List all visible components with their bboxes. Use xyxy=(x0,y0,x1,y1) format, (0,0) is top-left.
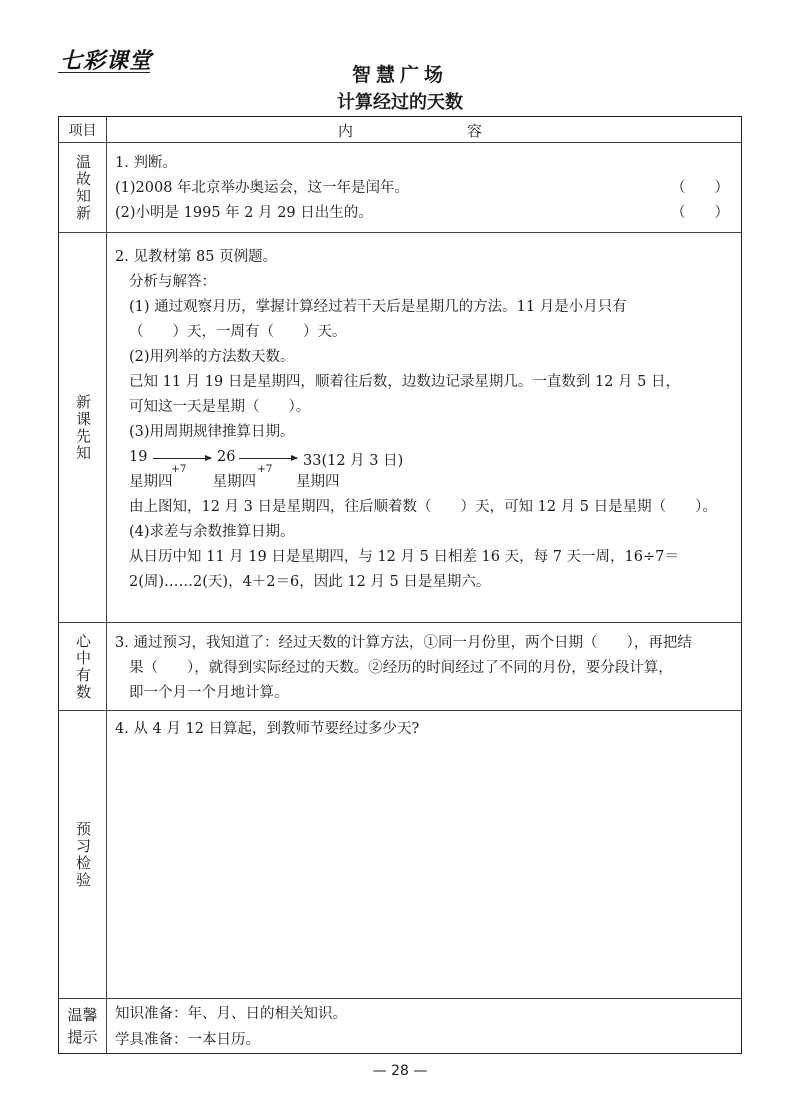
lesson-line: (3)用周期规律推算日期。 xyxy=(129,424,295,440)
publisher-logo: 七彩课堂 xyxy=(60,49,153,74)
header-content-label: 内 容 xyxy=(337,122,510,140)
summary-line: 果（ ），就得到实际经过的天数。②经历的时间经过了不同的月份，要分段计算， xyxy=(129,660,673,676)
summary-content xyxy=(107,623,741,710)
answer-blank[interactable]: （ ） xyxy=(671,180,729,196)
lesson-line: (1) 通过观察月历，掌握计算经过若干天后是星期几的方法。11 月是小月只有 xyxy=(129,299,627,315)
check-row xyxy=(59,711,741,999)
lesson-line: 已知 11 月 19 日是星期四，顺着往后数，边数边记录星期几。一直数到 12 月 5 日， xyxy=(129,374,680,390)
lesson-line: （ ）天，一周有（ ）天。 xyxy=(129,324,347,340)
new-lesson-label: 新课先知 xyxy=(74,393,92,462)
review-line: 1. 判断。 xyxy=(115,155,177,171)
new-lesson-content xyxy=(107,233,741,622)
tips-label-cell xyxy=(59,999,107,1053)
tips-label: 温馨 xyxy=(67,1006,98,1024)
worksheet-table xyxy=(58,116,742,1054)
arrow-step-label: +7 xyxy=(257,463,273,475)
arrow-icon xyxy=(239,458,297,475)
weekday-row xyxy=(115,470,733,495)
summary-line: 即一个月一个月地计算。 xyxy=(129,685,289,701)
review-label-cell xyxy=(59,143,107,232)
diagram-number: 19 xyxy=(129,449,148,465)
summary-label: 心中有数 xyxy=(74,632,92,701)
summary-label-cell xyxy=(59,623,107,710)
tip-line: 知识准备：年、月、日的相关知识。 xyxy=(115,1006,347,1022)
summary-line: 3. 通过预习，我知道了：经过天数的计算方法，①同一月份里，两个日期（ ），再把结 xyxy=(115,635,692,651)
new-lesson-label-cell xyxy=(59,233,107,622)
review-line xyxy=(115,176,733,201)
tip-line: 学具准备：一本日历。 xyxy=(115,1032,260,1048)
answer-blank[interactable]: （ ） xyxy=(671,205,729,221)
check-label: 预习检验 xyxy=(74,820,92,889)
tips-row xyxy=(59,999,741,1053)
lesson-line: 分析与解答： xyxy=(129,274,216,290)
lesson-line: 可知这一天是星期（ ）。 xyxy=(129,399,311,415)
summary-row xyxy=(59,623,741,711)
new-lesson-row xyxy=(59,233,741,623)
header-item-cell xyxy=(59,117,107,142)
weekday-label: 星期四 xyxy=(296,474,340,490)
diagram-number: 26 xyxy=(217,449,236,465)
series-title: 智慧广场 xyxy=(351,64,448,86)
check-label-cell xyxy=(59,711,107,998)
review-statement: (1)2008 年北京举办奥运会，这一年是闰年。 xyxy=(115,180,410,196)
weekday-label: 星期四 xyxy=(212,474,256,490)
review-statement: (2)小明是 1995 年 2 月 29 日出生的。 xyxy=(115,205,373,221)
check-content[interactable] xyxy=(107,711,741,998)
lesson-line: (2)用列举的方法数天数。 xyxy=(129,349,295,365)
diagram-number: 33(12 月 3 日) xyxy=(303,453,404,469)
tips-label: 提示 xyxy=(67,1028,98,1046)
lesson-line: 2(周)……2(天)，4＋2＝6，因此 12 月 5 日是星期六。 xyxy=(129,574,491,590)
lesson-line: 由上图知，12 月 3 日是星期四，往后顺着数（ ）天，可知 12 月 5 日是星期（ ）。 xyxy=(129,499,717,515)
header-item-label: 项目 xyxy=(68,122,97,139)
table-header-row xyxy=(59,117,741,143)
review-label: 温故知新 xyxy=(74,153,92,222)
page-title: 计算经过的天数 xyxy=(337,92,463,113)
arrow-step-label: +7 xyxy=(171,463,187,475)
arrow-icon xyxy=(153,458,211,475)
period-diagram xyxy=(115,445,733,475)
weekday-label: 星期四 xyxy=(129,474,173,490)
page-number: — 28 — xyxy=(372,1063,428,1079)
lesson-line: 2. 见教材第 85 页例题。 xyxy=(115,249,278,265)
tips-content xyxy=(107,999,741,1053)
review-line xyxy=(115,201,733,226)
review-content xyxy=(107,143,741,232)
check-question: 4. 从 4 月 12 日算起，到教师节要经过多少天? xyxy=(115,721,420,737)
lesson-line: 从日历中知 11 月 19 日是星期四，与 12 月 5 日相差 16 天，每 7 天一周，16÷7＝ xyxy=(129,549,679,565)
review-row xyxy=(59,143,741,233)
lesson-line: (4)求差与余数推算日期。 xyxy=(129,524,295,540)
